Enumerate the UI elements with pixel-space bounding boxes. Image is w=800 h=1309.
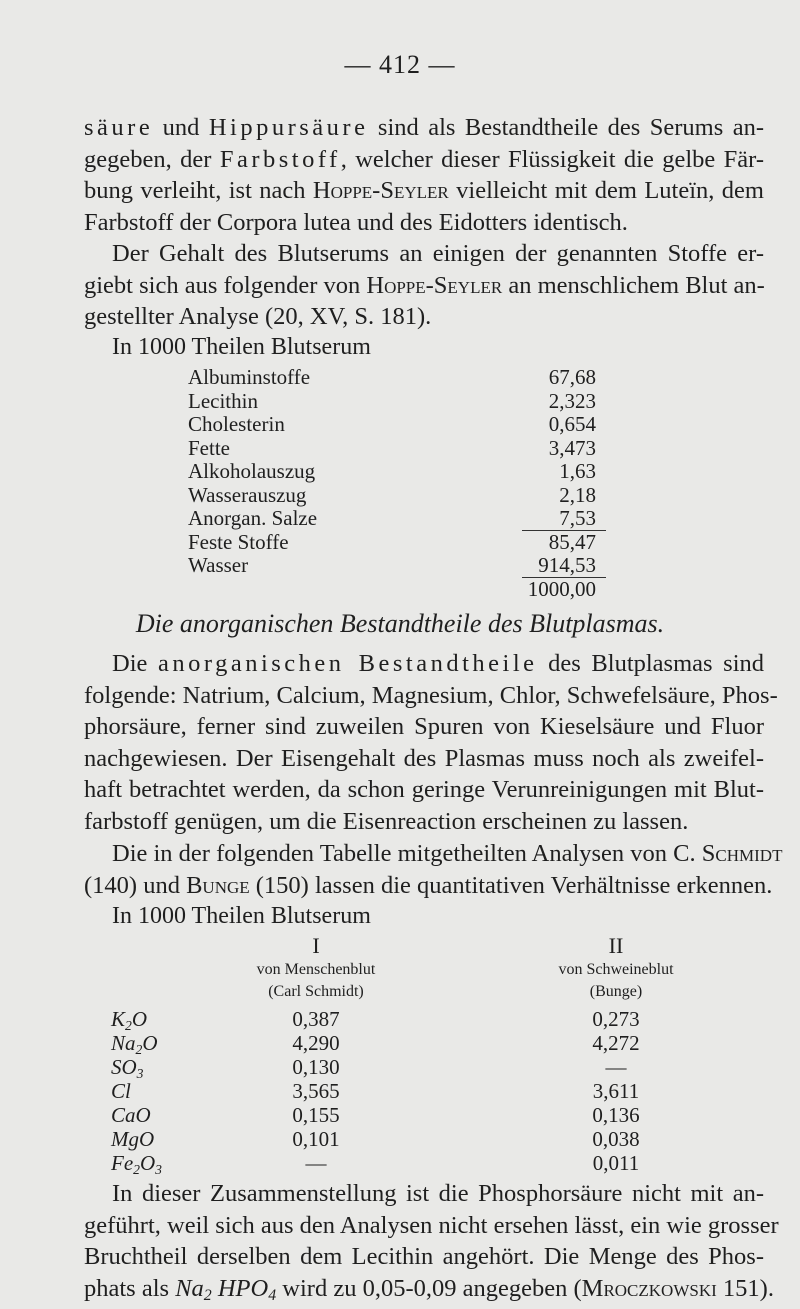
text-line: geführt, weil sich aus den Analysen nicht ersehen lässt, ein wie grosser — [84, 1211, 779, 1239]
paragraph-inorganic-components — [84, 648, 778, 837]
text-line: folgende: Natrium, Calcium, Magnesium, Chlor, Schwefelsäure, Phos- — [84, 681, 778, 709]
text-line: phorsäure, ferner sind zuweilen Spuren von Kieselsäure und Fluor — [84, 713, 764, 740]
column-header-2: II — [608, 933, 624, 958]
table-row: Wasserauszug 2,18 — [188, 482, 596, 507]
table-row: MgO 0,101 0,038 — [111, 1127, 640, 1151]
paragraph-serum-analysis — [84, 238, 764, 333]
text-line: giebt sich aus folgender von Hoppe-Seyler an menschlichem Blut an- — [84, 271, 765, 299]
text-line: haft betrachtet werden, da schon geringe Verunreinigungen mit Blut- — [84, 776, 764, 803]
table-row: CaO 0,155 0,136 — [111, 1103, 640, 1127]
column-subheader-1: von Menschenblut — [256, 961, 376, 978]
table-row: Cholesterin 0,654 — [188, 412, 596, 436]
column-source-2: (Bunge) — [589, 983, 643, 1000]
table1-label: In 1000 Theilen Blutserum — [112, 334, 371, 360]
text-line: Die anorganischen Bestandtheile des Blutplasmas sind — [112, 650, 765, 677]
table-row: Feste Stoffe 85,47 — [188, 529, 596, 554]
text-line: bung verleiht, ist nach Hoppe-Seyler vielleicht mit dem Luteïn, dem — [84, 177, 764, 204]
table-row: $Na_2O$ 4,290 4,272 — [111, 1031, 640, 1057]
text-line: In dieser Zusammenstellung ist die Phosphorsäure nicht mit an- — [112, 1180, 764, 1207]
text-line: Farbstoff der Corpora lutea und des Eidotters identisch. — [84, 208, 628, 236]
table-row-total: 1000,00 — [527, 576, 596, 601]
table-row: $K_2O$ 0,387 0,273 — [111, 1007, 640, 1033]
table-row: Lecithin 2,323 — [188, 388, 596, 413]
text-line: Der Gehalt des Blutserums an einigen der genannten Stoffe er- — [112, 240, 764, 267]
table-row: Alkoholauszug 1,63 — [188, 459, 596, 483]
text-line: gestellter Analyse (20, XV, S. 181). — [84, 303, 432, 330]
text-line: (140) und Bunge (150) lassen die quantitativen Verhältnisse erkennen. — [84, 871, 773, 899]
serum-composition-table — [188, 365, 608, 600]
column-subheader-2: von Schweineblut — [558, 961, 674, 978]
page-number: — 412 — — [344, 50, 456, 79]
paragraph-table-intro — [84, 838, 783, 901]
table-row: Anorgan. Salze 7,53 — [188, 506, 608, 530]
text-line: phats als $Na_2$ $HPO_4$ wird zu 0,05-0,09 angegeben (Mroczkowski 151). — [84, 1274, 774, 1304]
text-line: farbstoff genügen, um die Eisenreaction erscheinen zu lassen. — [84, 807, 689, 835]
text-line: säure und Hippursäure sind als Bestandtheile des Serums an- — [84, 114, 765, 141]
table-row: $Fe_2O_3$ — 0,011 — [111, 1151, 640, 1177]
table2-label: In 1000 Theilen Blutserum — [112, 903, 371, 929]
text-line: Die in der folgenden Tabelle mitgetheilten Analysen von C. Schmidt — [112, 840, 783, 867]
section-heading: Die anorganischen Bestandtheile des Blutplasmas. — [135, 609, 665, 638]
column-header-1: I — [312, 933, 320, 958]
text-line: gegeben, der Farbstoff, welcher dieser Flüssigkeit die gelbe Fär- — [84, 145, 765, 173]
table-row: Cl 3,565 3,611 — [111, 1079, 640, 1103]
table-row: Wasser 914,53 — [188, 553, 608, 577]
paragraph-serum-components — [84, 112, 764, 238]
table-row: $SO_3$ 0,130 — — [111, 1055, 627, 1081]
table-row: Fette 3,473 — [188, 435, 596, 460]
column-source-1: (Carl Schmidt) — [268, 983, 364, 1000]
text-line: nachgewiesen. Der Eisengehalt des Plasmas muss noch als zweifel- — [84, 744, 764, 772]
paragraph-phosphoric-acid — [84, 1178, 779, 1304]
text-line: Bruchtheil derselben dem Lecithin angehört. Die Menge des Phos- — [84, 1243, 764, 1270]
table-row: Albuminstoffe 67,68 — [188, 365, 596, 389]
